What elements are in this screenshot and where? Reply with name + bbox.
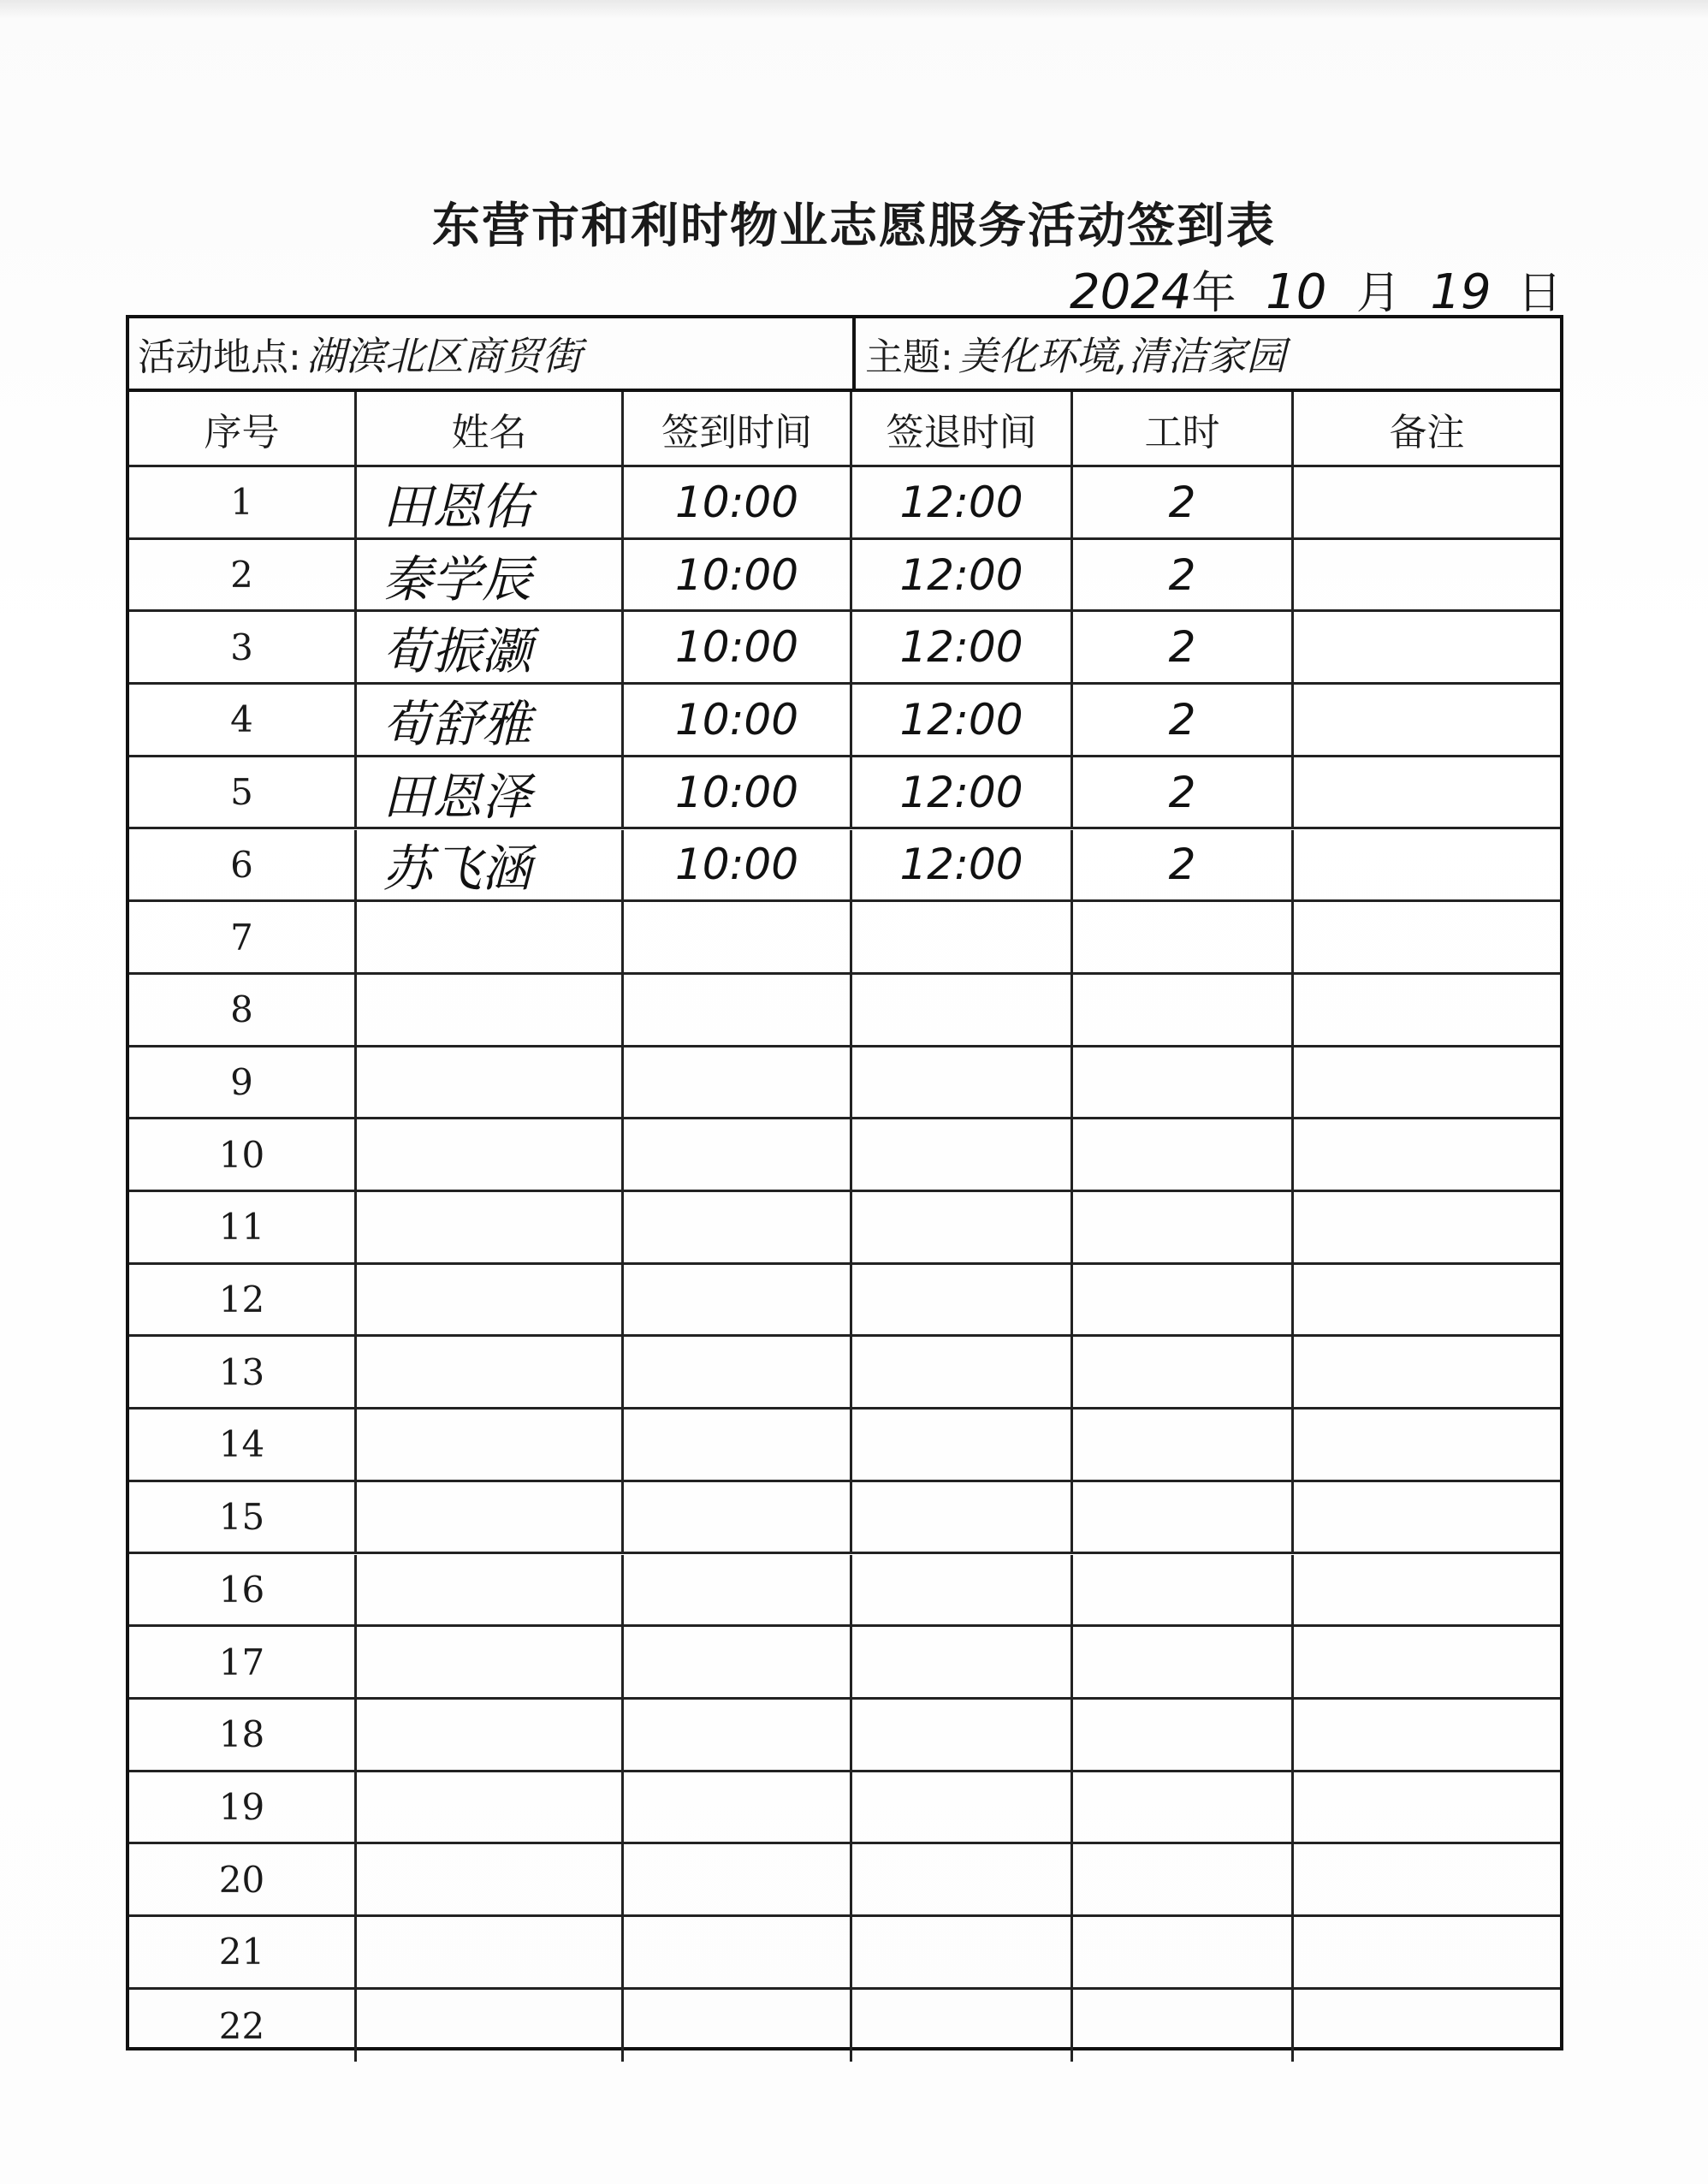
cell-hours: [1073, 1410, 1294, 1480]
table-row: [129, 1772, 1560, 1845]
cell-name: 秦学辰: [357, 540, 624, 610]
cell-remarks: [1294, 1410, 1560, 1480]
cell-remarks: [1294, 1844, 1560, 1914]
cell-hours: [1073, 1265, 1294, 1335]
cell-signin-time: [624, 1627, 852, 1697]
header-no: 序号: [129, 392, 357, 465]
cell-signin-time: [624, 1410, 852, 1480]
cell-name: [357, 902, 624, 972]
cell-remarks: [1294, 1627, 1560, 1697]
cell-remarks: [1294, 1337, 1560, 1407]
cell-no: 3: [129, 612, 357, 682]
table-row: [129, 467, 1560, 540]
cell-signin-time: 10:00: [624, 685, 852, 755]
cell-signin-time: 10:00: [624, 830, 852, 900]
cell-name: [357, 1119, 624, 1190]
cell-name: [357, 1990, 624, 2062]
table-row: [129, 1917, 1560, 1990]
table-row: [129, 1627, 1560, 1700]
cell-name: [357, 1265, 624, 1335]
cell-no: 14: [129, 1410, 357, 1480]
table-row: [129, 1265, 1560, 1338]
cell-name: 苏飞涵: [357, 830, 624, 900]
theme-label: 主题:: [865, 335, 953, 379]
cell-hours: 2: [1073, 540, 1294, 610]
table-row: [129, 1990, 1560, 2062]
cell-signin-time: [624, 1917, 852, 1987]
cell-no: 5: [129, 757, 357, 828]
cell-signout-time: 12:00: [852, 757, 1073, 828]
cell-no: 9: [129, 1047, 357, 1118]
cell-signout-time: 12:00: [852, 830, 1073, 900]
date-year-suffix: 年: [1191, 268, 1237, 319]
cell-signin-time: [624, 1265, 852, 1335]
location-label: 活动地点:: [138, 335, 301, 379]
table-row: [129, 1700, 1560, 1772]
table-row: [129, 1482, 1560, 1555]
cell-no: 8: [129, 975, 357, 1045]
cell-signin-time: [624, 1844, 852, 1914]
cell-signout-time: [852, 1844, 1073, 1914]
cell-hours: [1073, 1482, 1294, 1552]
cell-hours: 2: [1073, 830, 1294, 900]
cell-hours: 2: [1073, 467, 1294, 537]
cell-signin-time: [624, 1192, 852, 1262]
cell-signin-time: 10:00: [624, 612, 852, 682]
cell-remarks: [1294, 975, 1560, 1045]
cell-remarks: [1294, 1555, 1560, 1625]
cell-no: 6: [129, 830, 357, 900]
cell-name: 荀振灏: [357, 612, 624, 682]
cell-remarks: [1294, 1047, 1560, 1118]
cell-no: 19: [129, 1772, 357, 1843]
cell-signin-time: 10:00: [624, 540, 852, 610]
cell-no: 17: [129, 1627, 357, 1697]
cell-remarks: [1294, 467, 1560, 537]
cell-hours: [1073, 975, 1294, 1045]
theme-cell: [865, 318, 1550, 389]
cell-signout-time: [852, 1627, 1073, 1697]
cell-name: 田恩佑: [357, 467, 624, 537]
date-month-suffix: 月: [1355, 268, 1401, 319]
cell-no: 15: [129, 1482, 357, 1552]
cell-hours: [1073, 1047, 1294, 1118]
table-row: [129, 975, 1560, 1047]
cell-signout-time: [852, 1700, 1073, 1770]
cell-name: [357, 975, 624, 1045]
cell-hours: [1073, 1700, 1294, 1770]
cell-hours: [1073, 1337, 1294, 1407]
cell-hours: [1073, 1844, 1294, 1914]
page-title: 东营市和利时物业志愿服务活动签到表: [432, 198, 1276, 254]
cell-name: [357, 1844, 624, 1914]
cell-signout-time: 12:00: [852, 612, 1073, 682]
header-signout-time: 签退时间: [852, 392, 1073, 465]
cell-remarks: [1294, 1192, 1560, 1262]
cell-remarks: [1294, 902, 1560, 972]
cell-remarks: [1294, 1990, 1560, 2062]
cell-no: 7: [129, 902, 357, 972]
cell-remarks: [1294, 1917, 1560, 1987]
cell-signin-time: [624, 1482, 852, 1552]
cell-name: [357, 1772, 624, 1843]
cell-remarks: [1294, 1482, 1560, 1552]
table-row: [129, 1844, 1560, 1917]
cell-signout-time: [852, 1555, 1073, 1625]
cell-no: 1: [129, 467, 357, 537]
cell-remarks: [1294, 830, 1560, 900]
info-divider: [852, 318, 856, 389]
header-hours: 工时: [1073, 392, 1294, 465]
cell-remarks: [1294, 685, 1560, 755]
table-row: [129, 830, 1560, 903]
cell-name: [357, 1192, 624, 1262]
table-row: [129, 685, 1560, 757]
cell-name: [357, 1700, 624, 1770]
cell-hours: [1073, 1192, 1294, 1262]
cell-hours: 2: [1073, 757, 1294, 828]
cell-no: 21: [129, 1917, 357, 1987]
cell-no: 2: [129, 540, 357, 610]
table-row: [129, 1410, 1560, 1482]
paper-edge-shadow: [0, 0, 1708, 19]
cell-signin-time: [624, 1990, 852, 2062]
cell-hours: [1073, 1555, 1294, 1625]
table-row: [129, 757, 1560, 830]
date-year: 2024: [1070, 264, 1192, 320]
cell-no: 10: [129, 1119, 357, 1190]
table-row: [129, 612, 1560, 685]
cell-signin-time: [624, 1337, 852, 1407]
cell-signout-time: [852, 1119, 1073, 1190]
cell-hours: [1073, 1627, 1294, 1697]
cell-signout-time: [852, 1410, 1073, 1480]
table-header-row: [129, 392, 1560, 467]
cell-name: [357, 1482, 624, 1552]
cell-hours: [1073, 1917, 1294, 1987]
cell-signout-time: [852, 1265, 1073, 1335]
location-value: 湖滨北区商贸街: [305, 333, 582, 379]
activity-info-row: [129, 318, 1560, 392]
table-row: [129, 1337, 1560, 1410]
table-row: [129, 1047, 1560, 1120]
cell-signout-time: [852, 1772, 1073, 1843]
cell-no: 4: [129, 685, 357, 755]
cell-name: [357, 1627, 624, 1697]
cell-no: 11: [129, 1192, 357, 1262]
cell-signout-time: [852, 1917, 1073, 1987]
cell-signin-time: [624, 1119, 852, 1190]
table-row: [129, 902, 1560, 975]
cell-remarks: [1294, 1772, 1560, 1843]
date-month: 10: [1266, 264, 1327, 320]
cell-signin-time: [624, 1772, 852, 1843]
cell-name: [357, 1047, 624, 1118]
location-cell: [138, 318, 848, 389]
header-signin-time: 签到时间: [624, 392, 852, 465]
cell-signin-time: [624, 975, 852, 1045]
cell-remarks: [1294, 1119, 1560, 1190]
cell-remarks: [1294, 1700, 1560, 1770]
cell-hours: [1073, 1119, 1294, 1190]
cell-signin-time: [624, 1700, 852, 1770]
table-row: [129, 1192, 1560, 1265]
cell-name: 田恩泽: [357, 757, 624, 828]
cell-no: 22: [129, 1990, 357, 2062]
cell-signout-time: [852, 1990, 1073, 2062]
cell-name: 荀舒雅: [357, 685, 624, 755]
cell-remarks: [1294, 757, 1560, 828]
cell-signout-time: [852, 975, 1073, 1045]
header-remarks: 备注: [1389, 410, 1465, 454]
cell-name: [357, 1410, 624, 1480]
cell-hours: [1073, 1990, 1294, 2062]
cell-remarks: [1294, 540, 1560, 610]
date-day: 19: [1430, 264, 1492, 320]
table-row: [129, 1119, 1560, 1192]
header-name: 姓名: [357, 392, 624, 465]
cell-signout-time: [852, 1337, 1073, 1407]
cell-hours: 2: [1073, 612, 1294, 682]
cell-signin-time: 10:00: [624, 757, 852, 828]
cell-signout-time: [852, 1482, 1073, 1552]
cell-signout-time: 12:00: [852, 685, 1073, 755]
cell-signout-time: [852, 1192, 1073, 1262]
cell-name: [357, 1917, 624, 1987]
cell-name: [357, 1555, 624, 1625]
cell-signout-time: [852, 902, 1073, 972]
cell-no: 12: [129, 1265, 357, 1335]
signin-table: [126, 315, 1563, 2050]
cell-name: [357, 1337, 624, 1407]
table-row: [129, 1555, 1560, 1628]
theme-value: 美化环境,清洁家园: [958, 333, 1286, 379]
cell-remarks: [1294, 612, 1560, 682]
cell-signout-time: 12:00: [852, 540, 1073, 610]
cell-hours: 2: [1073, 685, 1294, 755]
cell-signout-time: 12:00: [852, 467, 1073, 537]
cell-signin-time: [624, 1047, 852, 1118]
cell-hours: [1073, 902, 1294, 972]
table-row: [129, 540, 1560, 613]
date-day-suffix: 日: [1517, 268, 1563, 319]
cell-signin-time: [624, 902, 852, 972]
cell-remarks: [1294, 1265, 1560, 1335]
cell-no: 18: [129, 1700, 357, 1770]
cell-signout-time: [852, 1047, 1073, 1118]
cell-no: 16: [129, 1555, 357, 1625]
cell-signin-time: 10:00: [624, 467, 852, 537]
cell-hours: [1073, 1772, 1294, 1843]
cell-no: 13: [129, 1337, 357, 1407]
cell-signin-time: [624, 1555, 852, 1625]
cell-no: 20: [129, 1844, 357, 1914]
